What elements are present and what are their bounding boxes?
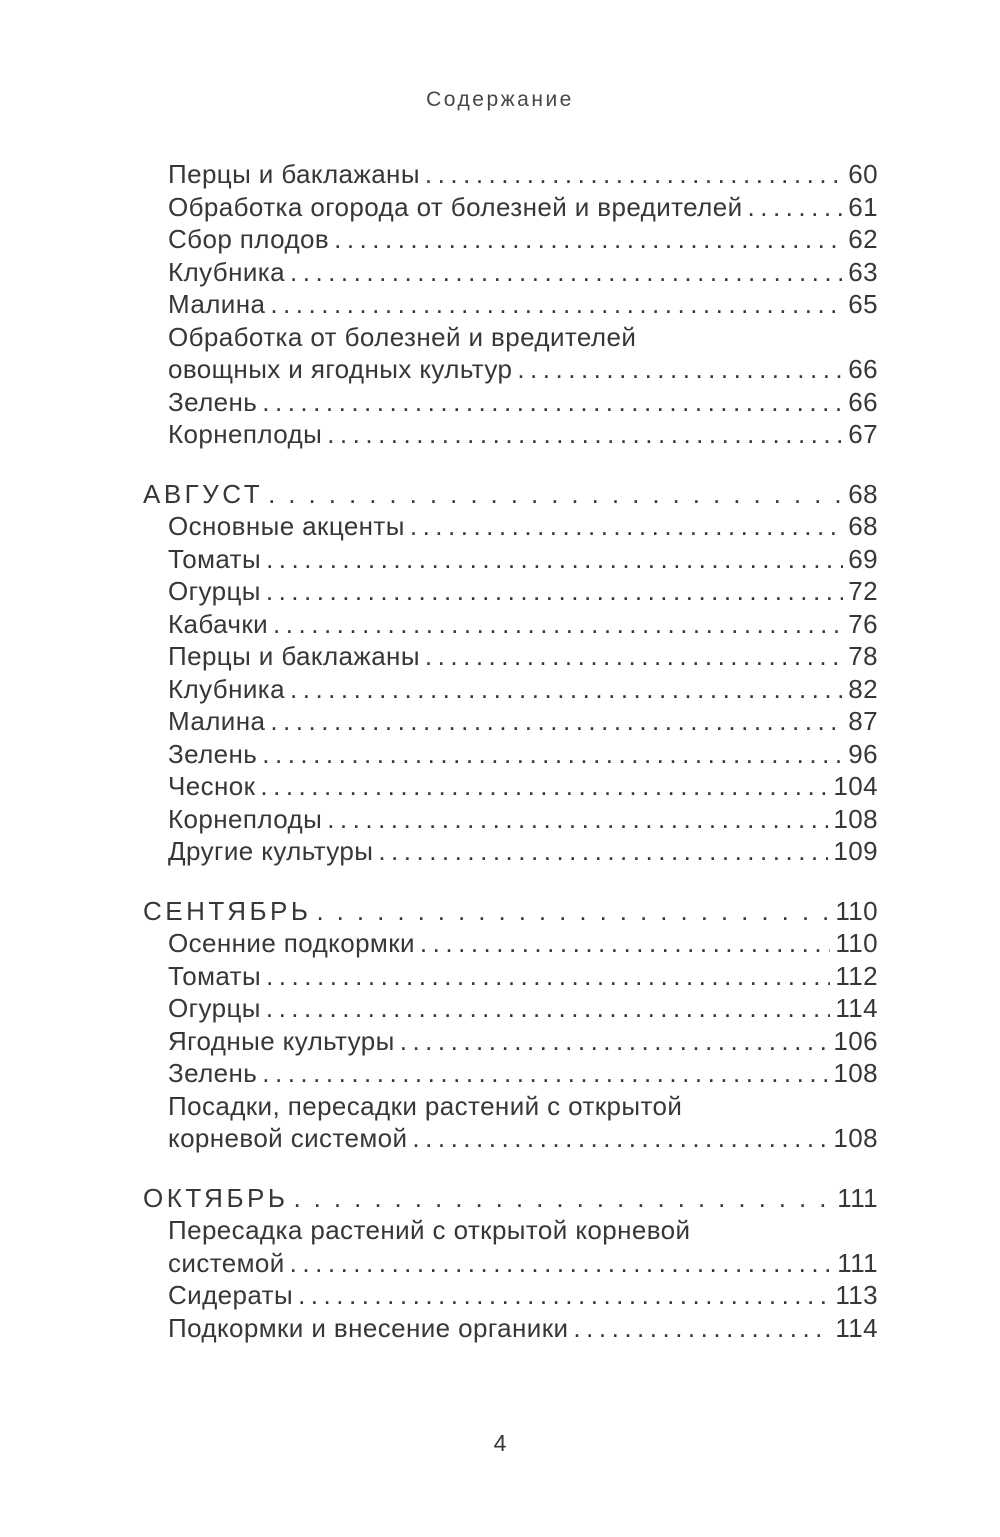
toc-entry-label: Малина [168,289,266,319]
dot-leader [266,960,830,993]
dot-leader [266,992,830,1025]
toc-entry-page-number: 114 [835,993,878,1023]
toc-entry-page-number: 78 [848,641,878,671]
toc-entry-page-number: 104 [833,771,878,801]
toc-entry [143,738,878,771]
dot-leader [262,1057,828,1090]
dot-leader [573,1312,830,1345]
dot-leader [268,478,843,511]
toc-entry-page-number: 106 [833,1025,878,1056]
dot-leader [266,575,843,608]
toc-entry [143,835,878,868]
toc-entry-label: Зелень [168,738,258,769]
toc-entry-label: Сидераты [168,1280,294,1310]
toc-entry-page-number: 65 [848,289,878,319]
toc-section-page-number: 111 [837,1182,878,1213]
toc-entry [143,960,878,993]
toc-section-title [143,895,878,928]
toc-entry-label: Осенние подкормки [168,928,415,958]
toc-entry-page-number: 60 [848,159,878,189]
toc-entry [143,1312,878,1345]
toc-entry [143,1247,878,1280]
toc-entry-page-number: 110 [835,928,878,958]
toc-entry-page-number: 66 [848,354,878,384]
toc-entry [143,992,878,1025]
page-title: Содержание [426,88,574,111]
dot-leader [270,288,843,321]
toc-entry [143,803,878,836]
toc-section [143,478,878,868]
toc-entry [143,575,878,608]
toc-entry-label: Ягодные культуры [168,1025,395,1056]
toc-entry-label: корневой системой [168,1123,408,1153]
toc-entry [143,353,878,386]
dot-leader [327,418,843,451]
toc-entry-label: Зелень [168,1058,258,1088]
toc-section [143,895,878,1155]
toc-entry-page-number: 87 [848,706,878,736]
dot-leader [273,608,843,641]
toc-entry [143,191,878,224]
dot-leader [316,895,830,928]
toc-entry [143,673,878,706]
dot-leader [327,803,828,836]
toc-entry-label: Основные акценты [168,511,405,541]
dot-leader [334,223,843,256]
footer-page-number: 4 [493,1430,507,1456]
dot-leader [378,835,828,868]
dot-leader [290,1247,833,1280]
toc-entry-page-number: 69 [848,543,878,574]
toc-entry [143,705,878,738]
toc-entry-label: Пересадка растений с открытой корневой [168,1215,691,1245]
toc-entry-page-number: 113 [835,1280,878,1310]
toc-entry-label: Обработка огорода от болезней и вредителей [168,191,743,222]
toc-entry [143,223,878,256]
toc-entry-page-number: 63 [848,256,878,287]
toc-entry-label: Другие культуры [168,836,374,866]
toc-entry [143,510,878,543]
dot-leader [260,770,828,803]
dot-leader [262,738,843,771]
toc-entry [143,418,878,451]
toc-entry-label: Зелень [168,386,258,417]
toc-entry [143,927,878,960]
toc-entry [143,770,878,803]
toc-entry-page-number: 108 [833,1058,878,1088]
toc-entry-label: Перцы и баклажаны [168,159,420,189]
toc-entry-label: Перцы и баклажаны [168,641,420,671]
dot-leader [425,640,843,673]
toc-entry-page-number: 72 [848,576,878,606]
toc-section-title-label: ОКТЯБРЬ [143,1182,289,1213]
dot-leader [293,1182,832,1215]
toc-section-title-label: АВГУСТ [143,478,264,509]
toc [143,158,878,1344]
toc-entry-label: Чеснок [168,771,256,801]
toc-entry-page-number: 66 [848,386,878,417]
toc-section-page-number: 68 [848,478,878,509]
dot-leader [290,256,843,289]
toc-section-page-number: 110 [835,895,878,926]
dot-leader [400,1025,829,1058]
dot-leader [410,510,843,543]
toc-entry-label: Обработка от болезней и вредителей [168,321,637,352]
toc-entry-page-number: 111 [837,1247,878,1278]
dot-leader [270,705,843,738]
dot-leader [262,386,843,419]
toc-entry-page-number: 108 [833,1123,878,1153]
dot-leader [425,158,843,191]
toc-entry-page-number: 62 [848,224,878,254]
toc-section-title [143,478,878,511]
toc-entry-label: Клубника [168,673,285,704]
toc-entry [143,288,878,321]
toc-entry-label: Томаты [168,960,262,991]
toc-entry-label: Посадки, пересадки растений с открытой [168,1090,683,1121]
toc-entry-page-number: 61 [848,191,878,222]
dot-leader [420,927,830,960]
toc-entry [143,1025,878,1058]
toc-entry [143,256,878,289]
toc-section-title-label: СЕНТЯБРЬ [143,895,312,926]
toc-entry-label: Огурцы [168,993,261,1023]
toc-entry-label: Клубника [168,256,285,287]
toc-entry-label: Огурцы [168,576,261,606]
toc-entry-label: Кабачки [168,608,269,639]
toc-entry [143,321,878,354]
toc-entry-label: Сбор плодов [168,224,330,254]
toc-entry-label: овощных и ягодных культур [168,354,513,384]
dot-leader [290,673,843,706]
dot-leader [412,1122,828,1155]
toc-entry [143,1214,878,1247]
toc-entry-label: Томаты [168,543,262,574]
toc-entry [143,1057,878,1090]
toc-entry [143,608,878,641]
toc-section [143,1182,878,1345]
toc-entry-label: Подкормки и внесение органики [168,1312,569,1343]
toc-entry [143,1279,878,1312]
toc-entry-label: Корнеплоды [168,803,323,834]
toc-entry [143,543,878,576]
toc-entry-page-number: 96 [848,738,878,769]
dot-leader [298,1279,830,1312]
toc-entry-label: системой [168,1247,285,1278]
toc-entry-page-number: 67 [848,419,878,449]
toc-entry-page-number: 112 [835,960,878,991]
toc-entry-label: Малина [168,706,266,736]
toc-entry-page-number: 114 [835,1312,878,1343]
toc-entry-label: Корнеплоды [168,419,323,449]
toc-entry [143,1122,878,1155]
toc-section-title [143,1182,878,1215]
toc-entry-page-number: 82 [848,673,878,704]
toc-entry-page-number: 76 [848,608,878,639]
toc-entry-page-number: 108 [833,803,878,834]
toc-entry-page-number: 109 [833,836,878,866]
toc-entry [143,158,878,191]
dot-leader [266,543,843,576]
dot-leader [517,353,843,386]
dot-leader [748,191,844,224]
toc-entry-page-number: 68 [848,511,878,541]
toc-entry [143,386,878,419]
toc-section [143,158,878,451]
toc-entry [143,640,878,673]
toc-entry [143,1090,878,1123]
